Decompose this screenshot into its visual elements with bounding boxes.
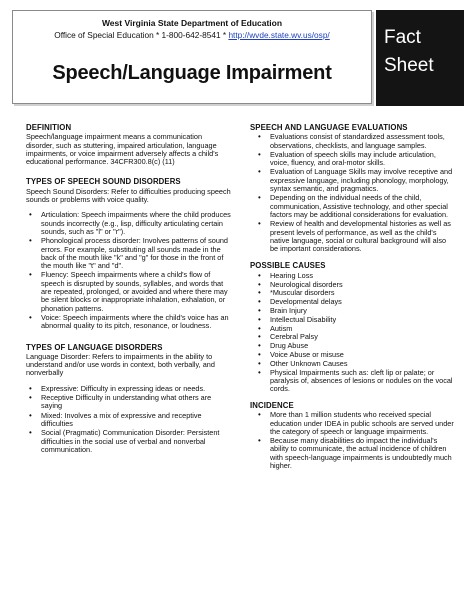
list-item: • Expressive: Difficulty in expressing ideas or needs.: [26, 385, 231, 393]
list-item: • Neurological disorders: [250, 281, 455, 289]
language-disorders-intro: Language Disorder: Refers to impairments in the ability to understand and/or use words in context, both verbally, and nonverbally: [26, 351, 215, 378]
list-item: • Because many disabilities do impact the individual's ability to communicate, the actual incidence of children with speech-language impairments is undoubtedly much higher.: [250, 437, 455, 470]
language-disorders-heading: TYPES OF LANGUAGE DISORDERS: [26, 342, 163, 352]
list-item: • Evaluation of Language Skills may involve receptive and expressive language, including phonology, morphology, syntax semantic, and pragmatics.: [250, 168, 455, 193]
department-name: West Virginia State Department of Education: [101, 18, 283, 28]
list-item: • *Muscular disorders: [250, 289, 455, 297]
left-column: [26, 124, 231, 455]
list-item: • Autism: [250, 325, 455, 333]
causes-heading: POSSIBLE CAUSES: [250, 261, 326, 271]
website-link[interactable]: http://wvde.state.wv.us/osp/: [228, 30, 330, 40]
causes-list: [250, 272, 455, 394]
list-item: • Depending on the individual needs of the child, communication, Assistive technology, and other special factors may be additional considerations for evaluation.: [250, 194, 455, 219]
list-item: • Social (Pragmatic) Communication Disorder: Persistent difficulties in the social use of verbal and nonverbal communication.: [26, 429, 231, 454]
list-item: • Articulation: Speech impairments where the child produces sounds incorrectly (e.g., lisp, difficulty articulating certain sounds, such as "l" or "r").: [26, 211, 231, 236]
list-item: • Fluency: Speech impairments where a child's flow of speech is disrupted by sounds, syllables, and words that are repeated, prolonged, or avoided and where there may be silent blocks or inappropriate inhalation, exhalation, or phonation patterns.: [26, 271, 231, 312]
sound-disorders-list: [26, 211, 231, 330]
incidence-list: [250, 411, 455, 470]
evaluations-list: [250, 133, 455, 253]
list-item: • Cerebral Palsy: [250, 333, 455, 341]
contact-text: Office of Special Education * 1-800-642-8541 *: [54, 30, 229, 40]
definition-heading: DEFINITION: [26, 123, 72, 132]
list-item: • Intellectual Disability: [250, 316, 455, 324]
list-item: • Physical Impairments such as: cleft lip or palate; or paralysis of, absences of lesions or nodules on the vocal cords.: [250, 369, 455, 394]
definition-text: Speech/language impairment means a communication disorder, such as stuttering, impaired articulation, language impairments, or voice impairment adversely affects a child's educational performance. 34CFR300.8(c) (11): [26, 132, 219, 167]
evaluations-heading: SPEECH AND LANGUAGE EVALUATIONS: [250, 123, 408, 132]
list-item: • Phonological process disorder: Involves patterns of sound errors. For example, substituting all sounds made in the back of the mouth like "k" and "g" for those in the front of the mouth like "t" and "d".: [26, 237, 231, 270]
sound-disorders-heading: TYPES OF SPEECH SOUND DISORDERS: [26, 177, 181, 187]
list-item: • Voice Abuse or misuse: [250, 351, 455, 359]
list-item: • Evaluation of speech skills may include articulation, voice, fluency, and oral-motor skills.: [250, 151, 455, 168]
language-disorders-list: [26, 385, 231, 454]
list-item: • Other Unknown Causes: [250, 360, 455, 368]
list-item: • Hearing Loss: [250, 272, 455, 280]
list-item: • Brain Injury: [250, 307, 455, 315]
list-item: • Drug Abuse: [250, 342, 455, 350]
contact-line: [13, 30, 371, 40]
list-item: • Developmental delays: [250, 298, 455, 306]
list-item: • Review of health and developmental histories as well as present levels of performance, as well as the child's native language, social or cultural background will also be important considerations.: [250, 220, 455, 253]
list-item: • Voice: Speech impairments where the child's voice has an abnormal quality to its pitch, resonance, or loudness.: [26, 314, 231, 331]
header-box: [12, 10, 372, 104]
fact-sheet-panel: [376, 10, 464, 106]
list-item: • Mixed: Involves a mix of expressive and receptive difficulties: [26, 412, 231, 429]
page-title: Speech/Language Impairment: [52, 62, 332, 84]
list-item: • Receptive Difficulty in understanding what others are saying: [26, 394, 231, 411]
sound-disorders-intro: Speech Sound Disorders: Refer to difficulties producing speech sounds or problems with voice quality.: [26, 186, 231, 205]
fact-label: Fact: [384, 27, 421, 48]
list-item: • More than 1 million students who received special education under IDEA in public schools are served under the category of speech or language impairments.: [250, 411, 455, 436]
list-item: • Evaluations consist of standardized assessment tools, observations, checklists, and language samples.: [250, 133, 455, 150]
incidence-heading: INCIDENCE: [250, 400, 294, 410]
right-column: [250, 124, 455, 471]
sheet-label: Sheet: [384, 55, 434, 76]
